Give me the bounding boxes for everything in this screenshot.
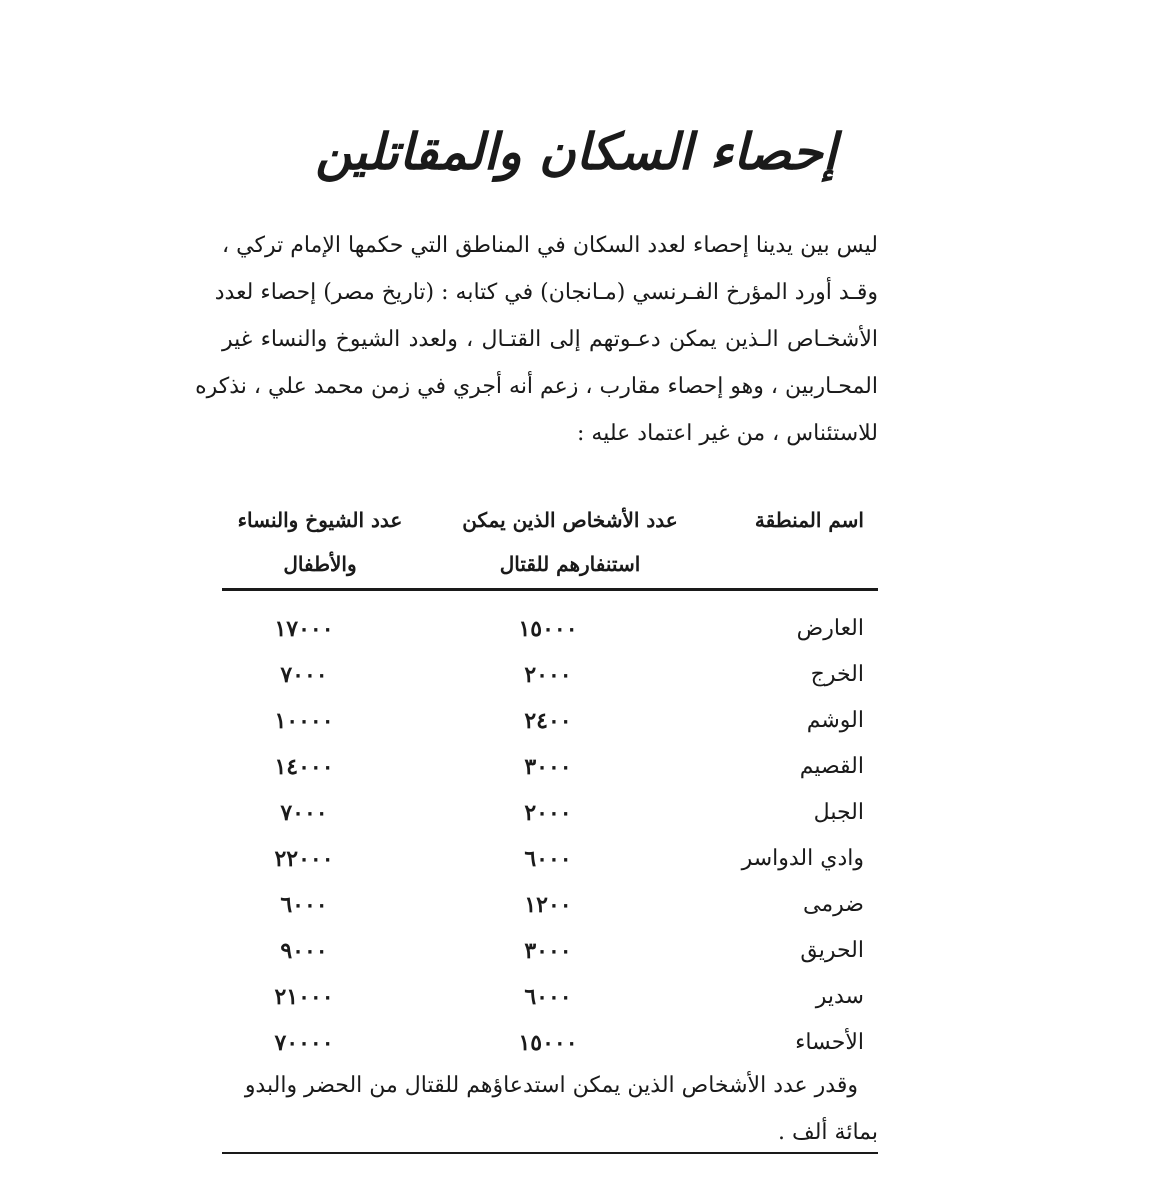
fighters-cell: ٣٠٠٠: [524, 754, 572, 780]
closing-line: بمائة ألف .: [777, 1120, 878, 1145]
region-cell: سدير: [815, 984, 864, 1009]
region-cell: الخرج: [810, 662, 864, 687]
fighters-cell: ٦٠٠٠: [524, 984, 572, 1010]
closing-note: [222, 1062, 878, 1156]
region-cell: الأحساء: [795, 1030, 864, 1055]
elders-cell: ٢٢٠٠٠: [274, 846, 334, 872]
region-cell: الحريق: [800, 938, 864, 963]
table-header: [222, 492, 878, 584]
table-row: [222, 928, 878, 974]
fighters-cell: ١٥٠٠٠: [518, 616, 578, 642]
fighters-cell: ٢٤٠٠: [524, 708, 572, 734]
region-cell: ضرمى: [803, 892, 864, 917]
table-row: [222, 790, 878, 836]
header-fighters-line1: عدد الأشخاص الذين يمكن: [462, 508, 678, 532]
header-divider: [222, 588, 878, 591]
table-row: [222, 606, 878, 652]
table-body: [222, 606, 878, 1066]
region-cell: الوشم: [806, 708, 864, 733]
region-cell: وادي الدواسر: [741, 846, 864, 871]
fighters-cell: ١٥٠٠٠: [518, 1030, 578, 1056]
elders-cell: ٧٠٠٠٠: [274, 1030, 334, 1056]
fighters-cell: ٢٠٠٠: [524, 800, 572, 826]
fighters-cell: ١٢٠٠: [524, 892, 572, 918]
fighters-cell: ٣٠٠٠: [524, 938, 572, 964]
fighters-cell: ٢٠٠٠: [524, 662, 572, 688]
header-elders-line1: عدد الشيوخ والنساء: [237, 508, 403, 532]
elders-cell: ١٠٠٠٠: [274, 708, 334, 734]
elders-cell: ٢١٠٠٠: [274, 984, 334, 1010]
elders-cell: ٦٠٠٠: [280, 892, 328, 918]
intro-paragraph: [195, 222, 878, 457]
elders-cell: ٧٠٠٠: [280, 662, 328, 688]
header-fighters: [440, 498, 700, 586]
header-elders: [222, 498, 418, 586]
intro-line: ليس بين يدينا إحصاء لعدد السكان في المناطق التي حكمها الإمام تركي ،: [222, 233, 878, 258]
table-row: [222, 836, 878, 882]
header-elders-line2: والأطفال: [283, 552, 357, 576]
table-row: [222, 744, 878, 790]
table-row: [222, 1020, 878, 1066]
intro-line: الأشخـاص الـذين يمكن دعـوتهم إلى القتـال ، ولعدد الشيوخ والنساء غير: [222, 327, 878, 352]
chapter-title: إحصاء السكان والمقاتلين: [315, 122, 837, 181]
intro-line: للاستئناس ، من غير اعتماد عليه :: [577, 421, 878, 446]
region-cell: الجبل: [813, 800, 864, 825]
closing-line: وقدر عدد الأشخاص الذين يمكن استدعاؤهم للقتال من الحضر والبدو: [244, 1073, 858, 1098]
intro-line: وقـد أورد المؤرخ الفـرنسي (مـانجان) في كتابه : (تاريخ مصر) إحصاء لعدد: [214, 280, 878, 305]
header-fighters-line2: استنفارهم للقتال: [499, 552, 641, 576]
elders-cell: ١٤٠٠٠: [274, 754, 334, 780]
region-cell: القصيم: [799, 754, 864, 779]
header-region: اسم المنطقة: [754, 508, 864, 532]
elders-cell: ٩٠٠٠: [280, 938, 328, 964]
footer-divider: [222, 1152, 878, 1154]
table-row: [222, 882, 878, 928]
elders-cell: ٧٠٠٠: [280, 800, 328, 826]
table-row: [222, 974, 878, 1020]
intro-line: المحـاربين ، وهو إحصاء مقارب ، زعم أنه أجري في زمن محمد علي ، نذكره: [195, 374, 878, 399]
elders-cell: ١٧٠٠٠: [274, 616, 334, 642]
table-row: [222, 652, 878, 698]
table-row: [222, 698, 878, 744]
fighters-cell: ٦٠٠٠: [524, 846, 572, 872]
region-cell: العارض: [796, 616, 864, 641]
